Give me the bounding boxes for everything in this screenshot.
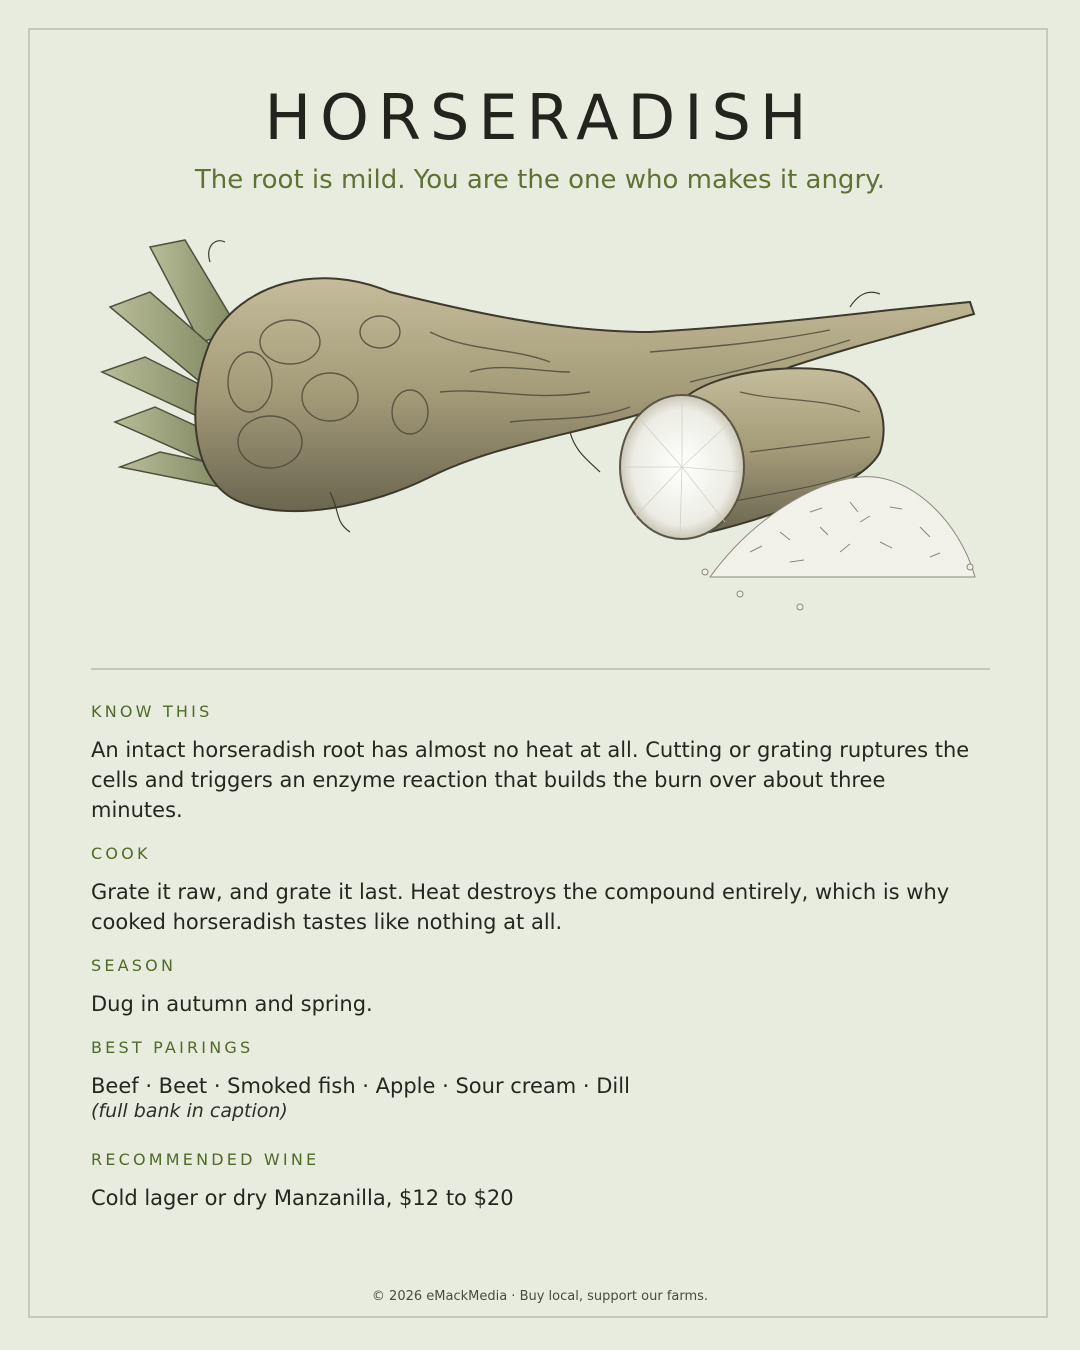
section-label-best-pairings: BEST PAIRINGS xyxy=(91,1038,254,1057)
pairings-note: (full bank in caption) xyxy=(91,1100,288,1122)
section-label-cook: COOK xyxy=(91,844,151,863)
page-title: HORSERADISH xyxy=(264,81,816,154)
section-body-cook: Grate it raw, and grate it last. Heat destroys the compound entirely, which is why cooked horseradish tastes like nothing at all. xyxy=(91,880,950,934)
page-subtitle: The root is mild. You are the one who makes it angry. xyxy=(194,165,886,195)
section-label-season: SEASON xyxy=(91,956,177,975)
divider xyxy=(91,668,990,670)
section-label-recommended-wine: RECOMMENDED WINE xyxy=(91,1150,320,1169)
section-body-season: Dug in autumn and spring. xyxy=(91,992,373,1016)
section-body-recommended-wine: Cold lager or dry Manzanilla, $12 to $20 xyxy=(91,1186,514,1210)
horseradish-root-illustration xyxy=(90,222,990,632)
footer-copyright: © 2026 eMackMedia · Buy local, support our farms. xyxy=(371,1289,709,1304)
section-body-know-this: An intact horseradish root has almost no heat at all. Cutting or grating ruptures the cells and triggers an enzyme reaction that builds the burn over about three minutes. xyxy=(91,738,970,822)
section-label-know-this: KNOW THIS xyxy=(91,702,213,721)
section-body-best-pairings: Beef · Beet · Smoked fish · Apple · Sour cream · Dill xyxy=(91,1074,630,1098)
